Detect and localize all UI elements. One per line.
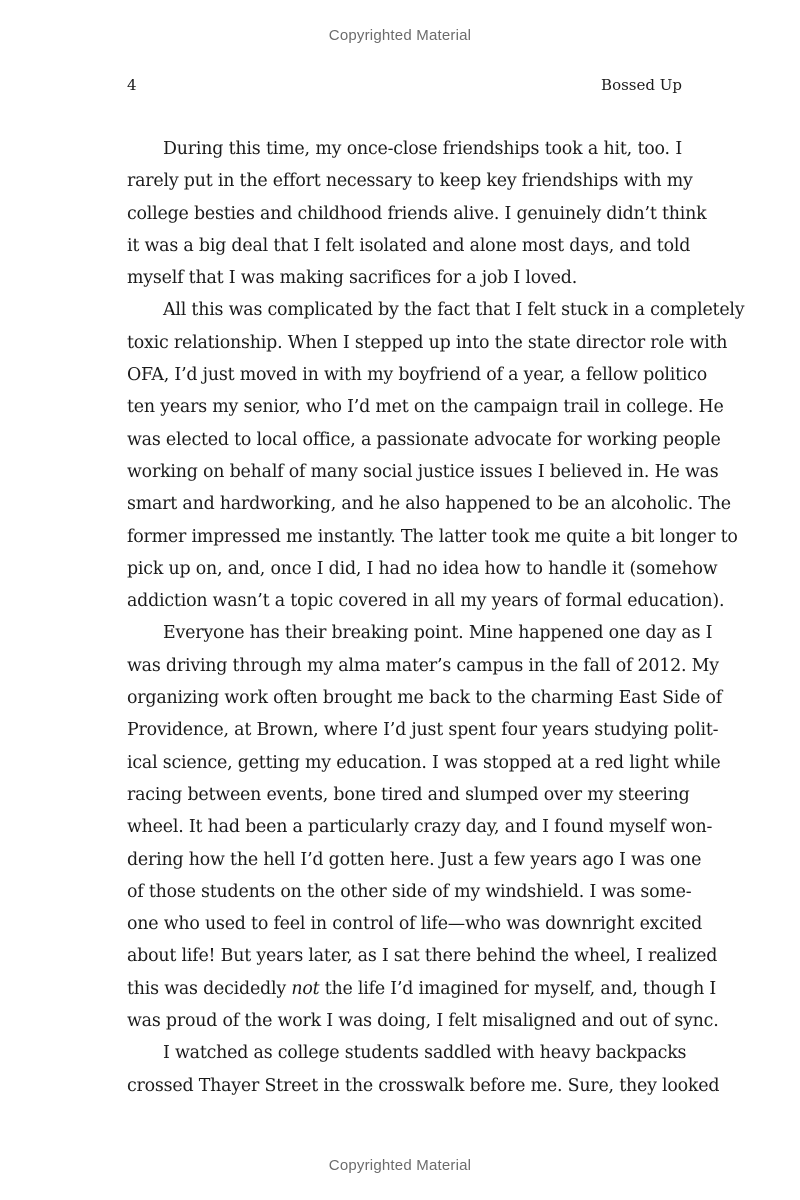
text-line: Providence, at Brown, where I’d just spent four years studying polit- xyxy=(127,720,719,741)
text-line: about life! But years later, as I sat there behind the wheel, I realized xyxy=(127,946,718,967)
text-line: former impressed me instantly. The latter took me quite a bit longer to xyxy=(127,526,738,547)
copyright-watermark-bottom: Copyrighted Material xyxy=(328,1157,472,1174)
text-line: wheel. It had been a particularly crazy day, and I found myself won- xyxy=(127,817,713,838)
paragraph-4 xyxy=(127,1037,720,1102)
text-line: Everyone has their breaking point. Mine happened one day as I xyxy=(163,623,713,644)
text-line: racing between events, bone tired and slumped over my steering xyxy=(127,784,690,805)
text-line: myself that I was making sacrifices for a job I loved. xyxy=(127,268,578,289)
text-line: was proud of the work I was doing, I felt misaligned and out of sync. xyxy=(127,1011,719,1032)
paragraph-1 xyxy=(127,133,707,294)
text-line: ical science, getting my education. I was stopped at a red light while xyxy=(127,752,721,773)
text-line: rarely put in the effort necessary to keep key friendships with my xyxy=(127,171,693,192)
text-line: OFA, I’d just moved in with my boyfriend of a year, a fellow politico xyxy=(127,365,708,386)
text-line: one who used to feel in control of life—who was downright excited xyxy=(127,914,703,935)
paragraph-3 xyxy=(127,617,723,1037)
body-text xyxy=(127,133,745,1102)
text-line: addiction wasn’t a topic covered in all my years of formal education). xyxy=(127,591,725,612)
text-line: I watched as college students saddled with heavy backpacks xyxy=(163,1043,687,1064)
text-line: dering how the hell I’d gotten here. Just a few years ago I was one xyxy=(127,849,702,870)
text-line: toxic relationship. When I stepped up into the state director role with xyxy=(127,332,728,353)
text-line: of those students on the other side of my windshield. I was some- xyxy=(127,881,692,902)
text-line: was driving through my alma mater’s campus in the fall of 2012. My xyxy=(127,655,719,676)
copyright-watermark-top: Copyrighted Material xyxy=(328,27,472,44)
text-line: During this time, my once-close friendships took a hit, too. I xyxy=(163,139,682,159)
book-title: Bossed Up xyxy=(601,76,682,94)
paragraph-2 xyxy=(127,294,745,617)
text-line: smart and hardworking, and he also happened to be an alcoholic. The xyxy=(127,494,731,515)
page-number: 4 xyxy=(127,76,137,94)
text-line: it was a big deal that I felt isolated and alone most days, and told xyxy=(127,235,691,256)
text-line: working on behalf of many social justice issues I believed in. He was xyxy=(127,461,719,482)
text-line: college besties and childhood friends alive. I genuinely didn’t think xyxy=(127,203,707,224)
text-line: crossed Thayer Street in the crosswalk before me. Sure, they looked xyxy=(127,1075,720,1096)
text-line-with-emphasis xyxy=(127,973,717,1005)
text-segment: this was decidedly xyxy=(127,978,292,999)
emphasis-text: not xyxy=(291,978,320,999)
text-line: pick up on, and, once I did, I had no idea how to handle it (somehow xyxy=(127,558,718,579)
running-header xyxy=(127,76,682,98)
text-line: ten years my senior, who I’d met on the campaign trail in college. He xyxy=(127,397,724,418)
text-line: All this was complicated by the fact that I felt stuck in a completely xyxy=(163,300,745,321)
text-line: organizing work often brought me back to the charming East Side of xyxy=(127,688,723,709)
text-segment: the life I’d imagined for myself, and, though I xyxy=(319,978,717,999)
text-line: was elected to local office, a passionate advocate for working people xyxy=(127,429,721,450)
